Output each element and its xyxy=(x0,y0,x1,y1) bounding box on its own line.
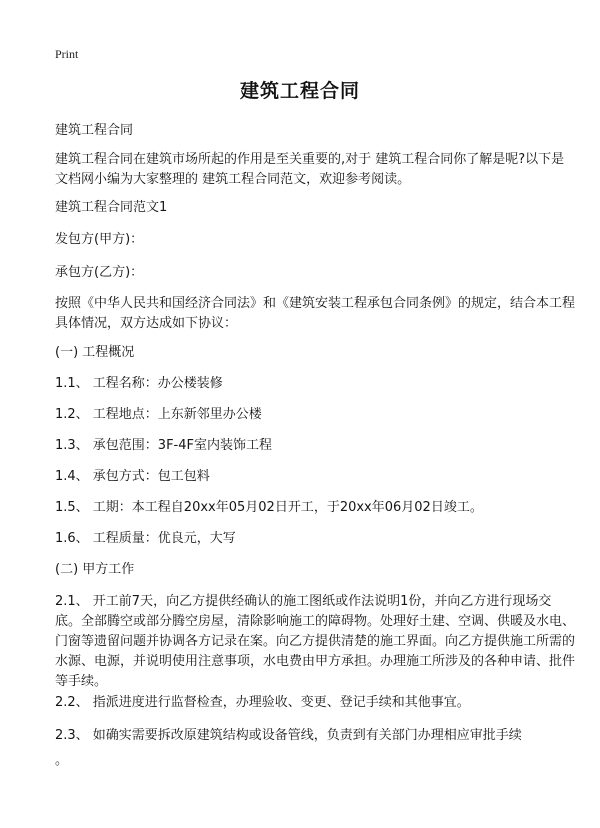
party-a-line: 发包方(甲方)： xyxy=(55,232,144,247)
intro-paragraph: 建筑工程合同在建筑市场所起的作用是至关重要的,对于 建筑工程合同你了解是呢?以下是文档网小编为大家整理的 建筑工程合同范文，欢迎参考阅读。 xyxy=(55,152,565,187)
clause-1-6: 1.6、 工程质量：优良元，大写 xyxy=(55,531,236,546)
agreement-paragraph: 按照《中华人民共和国经济合同法》和《建筑安装工程承包合同条例》的规定，结合本工程具体情况，双方达成如下协议： xyxy=(55,296,576,331)
sample-heading: 建筑工程合同范文1 xyxy=(55,200,168,215)
subtitle-paragraph: 建筑工程合同 xyxy=(55,123,134,138)
document-title: 建筑工程合同 xyxy=(239,80,360,102)
clause-1-4: 1.4、 承包方式：包工包料 xyxy=(55,469,210,484)
clause-1-1: 1.1、 工程名称：办公楼装修 xyxy=(55,376,223,391)
section-1-heading: (一) 工程概况 xyxy=(55,345,135,360)
clause-1-5: 1.5、 工期：本工程自20xx年05月02日开工，于20xx年06月02日竣工。 xyxy=(55,500,483,515)
section-2-heading: (二) 甲方工作 xyxy=(55,562,135,577)
party-b-line: 承包方(乙方)： xyxy=(55,265,144,280)
trailing-period: 。 xyxy=(55,753,69,768)
clause-2-1: 2.1、 开工前7天，向乙方提供经确认的施工图纸或作法说明1份，并向乙方进行现场交底。全部腾空或部分腾空房屋，清除影响施工的障碍物。处理好土建、空调、供暖及水电、门窗等遗留问题并协调各方记录在案。向乙方提供清楚的施工界面。向乙方提供施工所需的水源、电源，并说明使用注意事项，水电费由甲方承担。办理施工所涉及的各种申请、批件等手续。 xyxy=(55,594,576,689)
clause-2-2: 2.2、 指派进度进行监督检查，办理验收、变更、登记手续和其他事宜。 xyxy=(55,695,470,710)
print-link[interactable]: Print xyxy=(55,47,79,61)
clause-1-3: 1.3、 承包范围：3F-4F室内装饰工程 xyxy=(55,438,272,453)
clause-1-2: 1.2、 工程地点：上东新邻里办公楼 xyxy=(55,407,262,422)
clause-2-3: 2.3、 如确实需要拆改原建筑结构或设备管线，负责到有关部门办理相应审批手续 xyxy=(55,728,522,743)
